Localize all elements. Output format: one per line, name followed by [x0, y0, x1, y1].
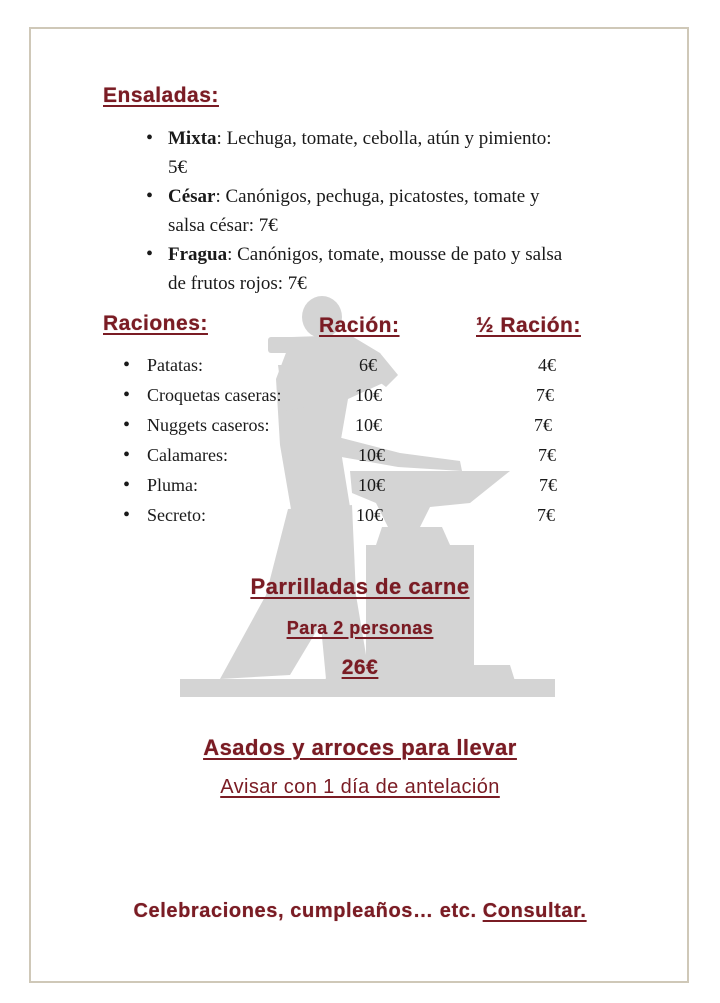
- racion-price: 10€: [356, 505, 383, 525]
- asados-note: Avisar con 1 día de antelación: [220, 776, 500, 798]
- media-racion-price: 7€: [539, 475, 557, 495]
- racion-price: 10€: [358, 445, 385, 465]
- media-racion-price: 7€: [536, 385, 554, 405]
- racion-price: 10€: [355, 385, 382, 405]
- salad-description: : Canónigos, tomate, mousse de pato y salsa: [227, 244, 563, 265]
- footer-line: [0, 900, 720, 923]
- racion-price: 10€: [358, 475, 385, 495]
- raciones-heading: Raciones:: [103, 312, 208, 335]
- parrilladas-price: 26€: [341, 656, 379, 679]
- racion-name: Secreto:: [147, 505, 206, 525]
- table-row: [123, 410, 603, 440]
- consultar-link[interactable]: Consultar.: [482, 900, 587, 922]
- table-row: [123, 500, 603, 530]
- media-racion-price: 7€: [537, 505, 555, 525]
- racion-name: Patatas:: [147, 355, 203, 375]
- racion-price: 6€: [359, 355, 377, 375]
- salad-description: : Lechuga, tomate, cebolla, atún y pimiento:: [216, 128, 552, 149]
- racion-name: Calamares:: [147, 445, 228, 465]
- footer-text: Celebraciones, cumpleaños… etc.: [133, 900, 483, 922]
- list-item: [146, 124, 626, 182]
- media-racion-price: 4€: [538, 355, 556, 375]
- list-item: [146, 240, 626, 298]
- media-racion-price: 7€: [534, 415, 552, 435]
- parrilladas-heading: Parrilladas de carne: [250, 574, 470, 599]
- racion-name: Croquetas caseras:: [147, 385, 282, 405]
- racion-name: Pluma:: [147, 475, 199, 495]
- salad-description-cont: de frutos rojos: 7€: [168, 273, 307, 294]
- salad-description: : Canónigos, pechuga, picatostes, tomate y: [215, 186, 540, 207]
- list-item: [146, 182, 626, 240]
- table-row: [123, 470, 603, 500]
- table-row: [123, 350, 603, 380]
- parrilladas-subtitle: Para 2 personas: [286, 618, 434, 638]
- racion-name: Nuggets caseros:: [147, 415, 270, 435]
- media-racion-price: 7€: [538, 445, 556, 465]
- ensaladas-list: [146, 124, 626, 298]
- salad-description-cont: 5€: [168, 157, 187, 178]
- salad-name: Mixta: [168, 128, 217, 149]
- table-row: [123, 380, 603, 410]
- salad-name: Fragua: [168, 244, 228, 265]
- ensaladas-heading: Ensaladas:: [103, 84, 219, 107]
- media-racion-column-heading: ½ Ración:: [476, 314, 581, 337]
- salad-description-cont: salsa césar: 7€: [168, 215, 278, 236]
- racion-column-heading: Ración:: [319, 314, 400, 337]
- raciones-list: [123, 350, 603, 530]
- racion-price: 10€: [355, 415, 382, 435]
- salad-name: César: [168, 186, 216, 207]
- asados-heading: Asados y arroces para llevar: [203, 735, 517, 760]
- table-row: [123, 440, 603, 470]
